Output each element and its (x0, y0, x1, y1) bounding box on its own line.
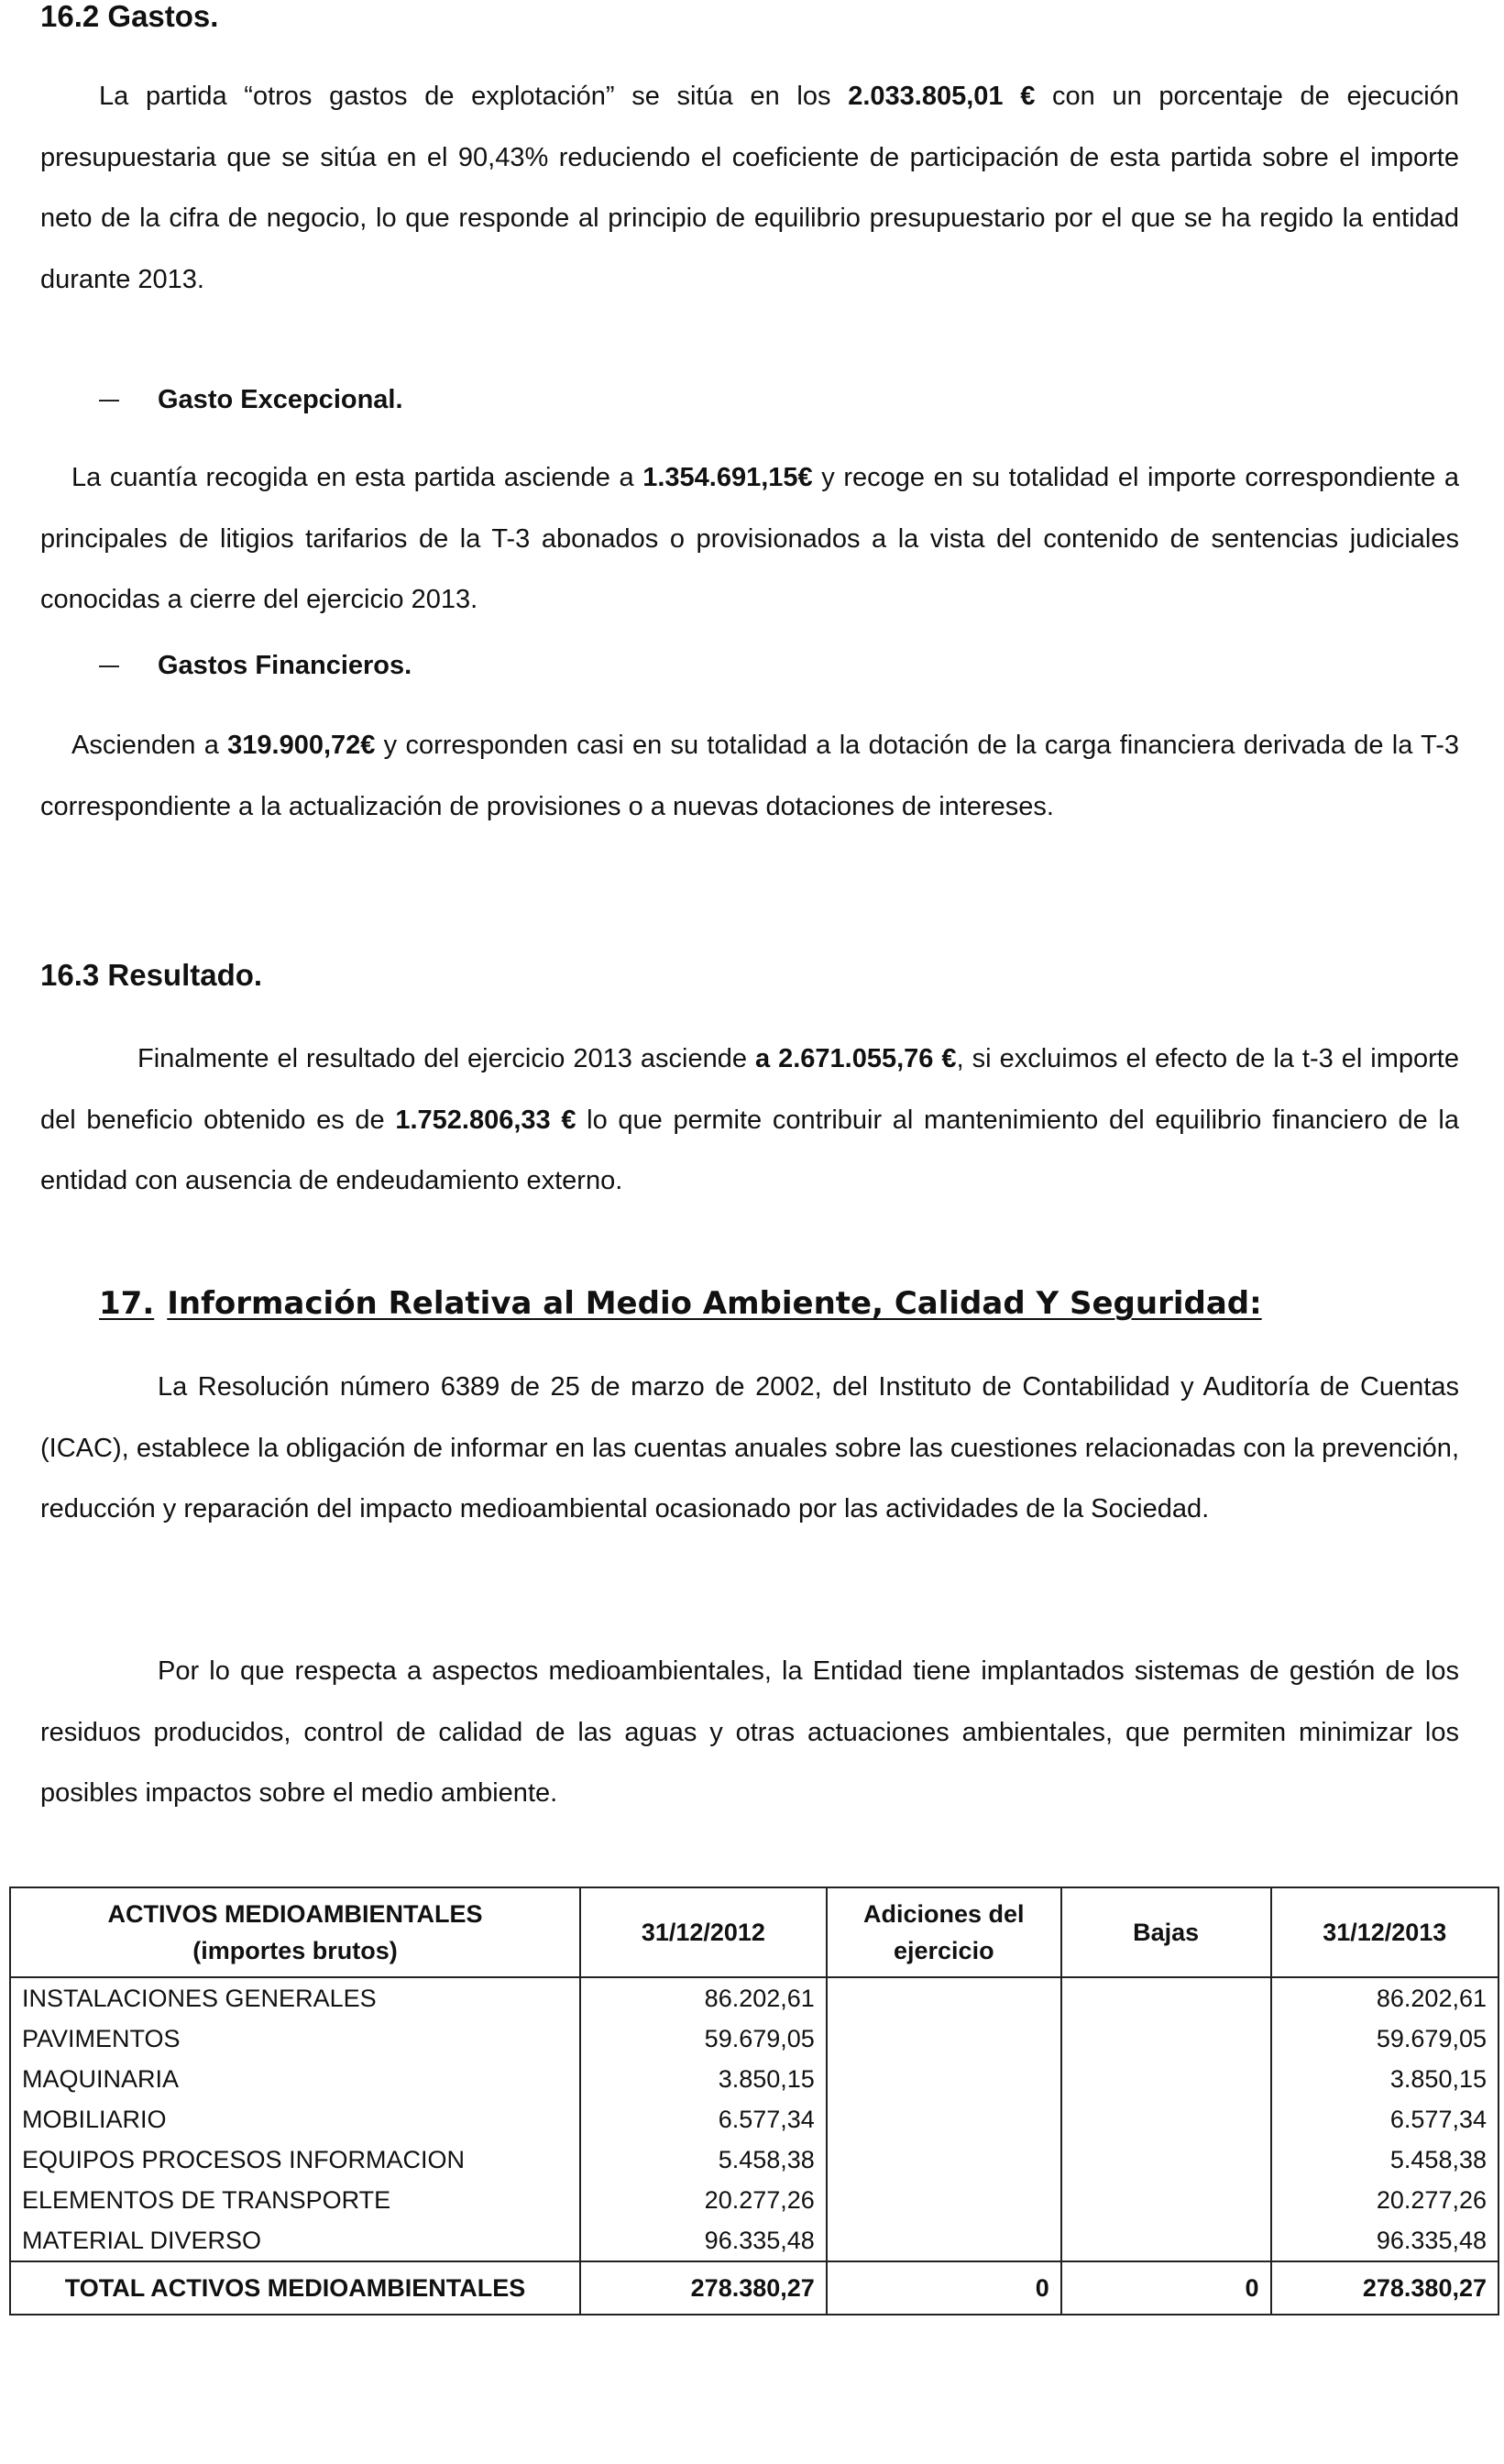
table-row (10, 1977, 1499, 2018)
value-bajas (1061, 1977, 1271, 2018)
value-2012: 96.335,48 (580, 2220, 827, 2261)
total-label: TOTAL ACTIVOS MEDIOAMBIENTALES (10, 2261, 580, 2315)
value-bajas (1061, 2220, 1271, 2261)
heading-16-2: 16.2 Gastos. (40, 0, 219, 33)
amount-resultado: a 2.671.055,76 € (754, 1044, 957, 1073)
paragraph-otros-gastos: La partida “otros gastos de explotación” se sitúa en los 2.033.805,01 € con un porcentaje de ejecución presupuestaria que se sitúa en el 90,43% reduciendo el coeficiente de participación de esta partida sobre el importe neto de la cifra de negocio, lo que responde al principio de equilibrio presupuestario por el que se ha regido la entidad durante 2013. (40, 82, 1459, 294)
header-bajas: Bajas (1061, 1887, 1271, 1977)
header-activos: ACTIVOS MEDIOAMBIENTALES (importes brutos) (10, 1887, 580, 1977)
paragraph-gasto-excepcional: La cuantía recogida en esta partida asciende a 1.354.691,15€ y recoge en su totalidad el importe correspondiente a principales de litigios tarifarios de la T-3 abonados o provisionados a la vista del contenido de sentencias judiciales conocidas a cierre del ejercicio 2013. (40, 463, 1459, 614)
value-adiciones (827, 2180, 1061, 2220)
amount-otros-gastos: 2.033.805,01 € (848, 82, 1036, 111)
value-2012: 5.458,38 (580, 2140, 827, 2180)
value-2013: 20.277,26 (1271, 2180, 1499, 2220)
total-2013: 278.380,27 (1271, 2261, 1499, 2315)
value-2012: 59.679,05 (580, 2018, 827, 2059)
total-adiciones: 0 (827, 2261, 1061, 2315)
value-2013: 96.335,48 (1271, 2220, 1499, 2261)
value-adiciones (827, 1977, 1061, 2018)
row-name: EQUIPOS PROCESOS INFORMACION (10, 2140, 580, 2180)
value-adiciones (827, 2140, 1061, 2180)
paragraph-resolucion-icac: La Resolución número 6389 de 25 de marzo de 2002, del Instituto de Contabilidad y Auditoría de Cuentas (ICAC), establece la obligación de informar en las cuentas anuales sobre las cuestiones relacionadas con la prevención, reducción y reparación del impacto medioambiental ocasionado por las actividades de la Sociedad. (40, 1372, 1459, 1524)
row-name: ELEMENTOS DE TRANSPORTE (10, 2180, 580, 2220)
heading-16-3: 16.3 Resultado. (40, 958, 263, 992)
heading-17: 17. Información Relativa al Medio Ambiente, Calidad Y Seguridad: (99, 1285, 1262, 1322)
bullet-gastos-financieros: Gastos Financieros. (101, 647, 412, 684)
table-header-row (10, 1887, 1499, 1977)
value-bajas (1061, 2180, 1271, 2220)
value-bajas (1061, 2018, 1271, 2059)
table-row (10, 2099, 1499, 2140)
value-bajas (1061, 2059, 1271, 2099)
value-2012: 20.277,26 (580, 2180, 827, 2220)
header-31-12-2012: 31/12/2012 (580, 1887, 827, 1977)
paragraph-resultado: Finalmente el resultado del ejercicio 2013 asciende a 2.671.055,76 €, si excluimos el efecto de la t-3 el importe del beneficio obtenido es de 1.752.806,33 € lo que permite contribuir al mantenimiento del equilibrio financiero de la entidad con ausencia de endeudamiento externo. (40, 1044, 1460, 1195)
bullet-gasto-excepcional: Gasto Excepcional. (101, 381, 403, 418)
amount-gastos-financieros: 319.900,72€ (227, 731, 376, 760)
total-bajas: 0 (1061, 2261, 1271, 2315)
paragraph-gastos-financieros: Ascienden a 319.900,72€ y corresponden casi en su totalidad a la dotación de la carga financiera derivada de la T-3 correspondiente a la actualización de provisiones o a nuevas dotaciones de intereses. (40, 731, 1460, 821)
dash-bullet-icon (99, 400, 119, 402)
row-name: INSTALACIONES GENERALES (10, 1977, 580, 2018)
row-name: MAQUINARIA (10, 2059, 580, 2099)
value-2012: 3.850,15 (580, 2059, 827, 2099)
value-2013: 59.679,05 (1271, 2018, 1499, 2059)
value-bajas (1061, 2099, 1271, 2140)
total-2012: 278.380,27 (580, 2261, 827, 2315)
value-2013: 6.577,34 (1271, 2099, 1499, 2140)
amount-gasto-excepcional: 1.354.691,15€ (642, 463, 813, 492)
value-adiciones (827, 2220, 1061, 2261)
row-name: MATERIAL DIVERSO (10, 2220, 580, 2261)
value-2013: 5.458,38 (1271, 2140, 1499, 2180)
paragraph-aspectos-medioambientales: Por lo que respecta a aspectos medioambientales, la Entidad tiene implantados sistemas de gestión de los residuos producidos, control de calidad de las aguas y otras actuaciones ambientales, que permiten minimizar los posibles impactos sobre el medio ambiente. (40, 1656, 1459, 1808)
value-2013: 86.202,61 (1271, 1977, 1499, 2018)
header-31-12-2013: 31/12/2013 (1271, 1887, 1499, 1977)
value-adiciones (827, 2018, 1061, 2059)
table-row (10, 2220, 1499, 2261)
value-2012: 86.202,61 (580, 1977, 827, 2018)
value-bajas (1061, 2140, 1271, 2180)
row-name: MOBILIARIO (10, 2099, 580, 2140)
amount-beneficio: 1.752.806,33 € (395, 1105, 576, 1135)
value-adiciones (827, 2059, 1061, 2099)
value-2013: 3.850,15 (1271, 2059, 1499, 2099)
table-row (10, 2018, 1499, 2059)
environmental-assets-table (9, 1886, 1499, 2316)
table-row (10, 2180, 1499, 2220)
table-row (10, 2059, 1499, 2099)
dash-bullet-icon (99, 666, 119, 667)
row-name: PAVIMENTOS (10, 2018, 580, 2059)
table-total-row (10, 2261, 1499, 2315)
value-adiciones (827, 2099, 1061, 2140)
header-adiciones: Adiciones del ejercicio (827, 1887, 1061, 1977)
value-2012: 6.577,34 (580, 2099, 827, 2140)
table-row (10, 2140, 1499, 2180)
